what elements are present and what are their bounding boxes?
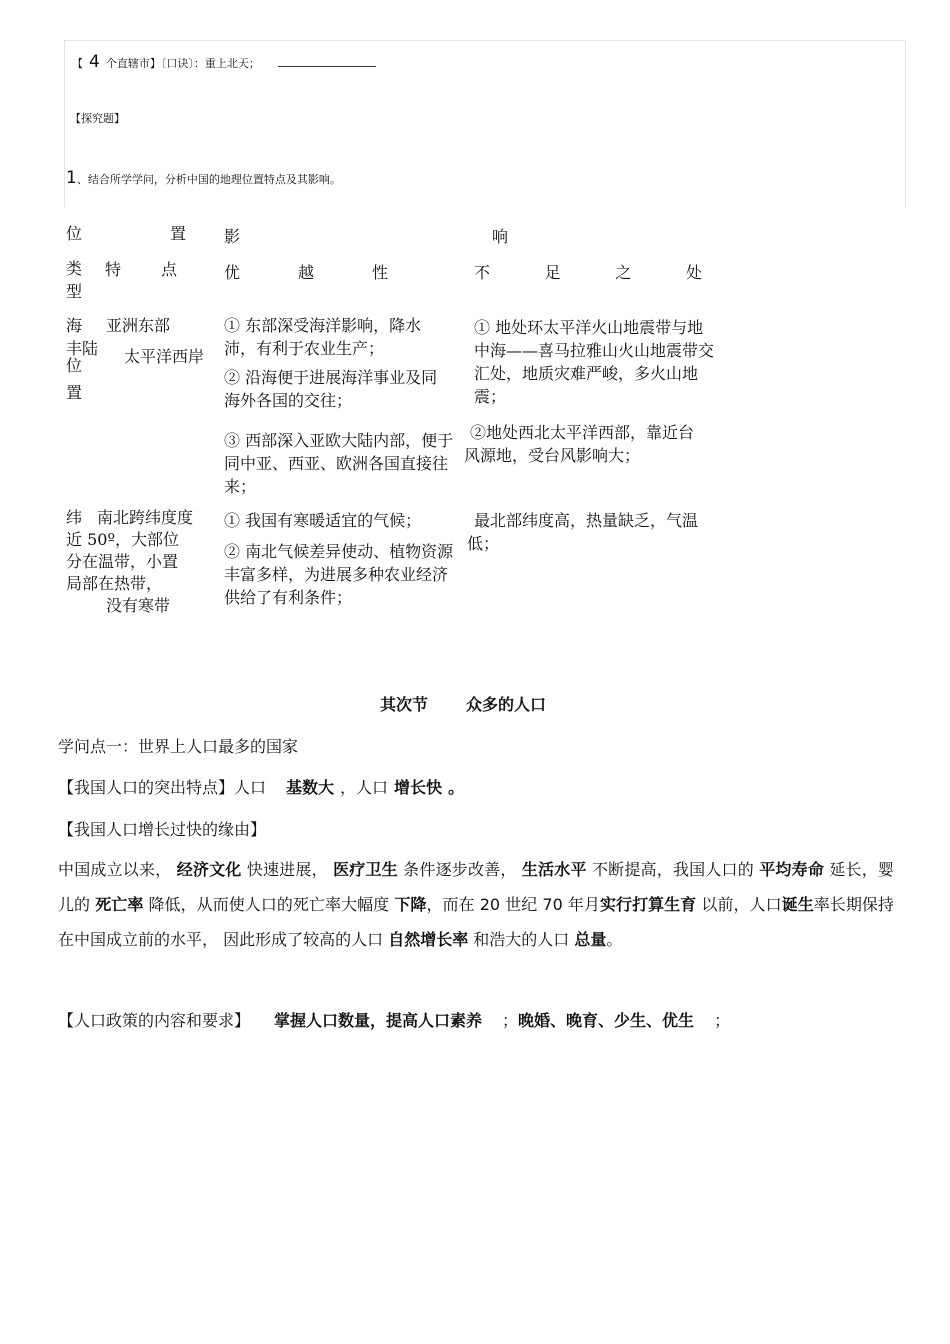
header-advantage: 优 越 性 [224, 263, 388, 282]
question-number: 1 [66, 168, 77, 188]
row2-line-2: 近 50º，大部位 [66, 530, 179, 549]
section-title: 其次节 众多的人口 [380, 695, 547, 714]
row2-feature-5: 没有寒带 [106, 596, 171, 615]
header-position: 位 置 [66, 224, 186, 243]
header-type: 类 型 [66, 259, 83, 301]
row2-disadvantage-1: 最北部纬度高，热量缺乏，气温低； [467, 511, 699, 553]
row1-disadvantage-2: ②地处西北太平洋西部，靠近台风源地，受台风影响大； [464, 423, 695, 465]
row1-feature-2: 太平洋西岸 [124, 347, 205, 366]
municipality-mnemonic-line [72, 52, 376, 72]
bracket-open: 【 [72, 57, 83, 70]
growth-reason-paragraph: 中国成立以来， 经济文化 快速进展， 医疗卫生 条件逐步改善， 生活水平 不断提高，我国人口的 平均寿命 延长，婴儿的 死亡率 降低，从而使人口的死亡率大幅度 下降，而在 20 世纪 70 年月实行打算生育 以前，人口诞生率长期保持在中国成立前的水平， 因此形成了较高的人口 自然增长率 和浩大的人口 总量。 [58, 860, 894, 949]
row1-advantage-1: ① 东部深受海洋影响，降水沛，有利于农业生产； [224, 316, 422, 358]
row1-disadvantage-1: ① 地处环太平洋火山地震带与地中海——喜马拉雅山火山地震带交汇处，地质灾难严峻，多火山地震； [474, 318, 715, 406]
header-feature: 特 点 [105, 260, 177, 279]
row2-type-1: 纬 [66, 508, 83, 527]
municipality-count: 4 [89, 52, 100, 72]
row2-feature-1: 南北跨纬度度 [97, 508, 194, 527]
explore-label: 【探究题】 [70, 112, 125, 125]
mnemonic-text: 个直辖市】〔口诀〕：重上北天； [105, 57, 260, 70]
growth-reason-label: 【我国人口增长过快的缘由】 [58, 820, 267, 839]
row1-feature-1: 亚洲东部 [106, 316, 171, 335]
row2-line-4: 局部在热带， [66, 574, 163, 593]
row1-type: 海 丰陆 位 置 [66, 316, 99, 402]
row2-advantage-1: ① 我国有寒暖适宜的气候； [224, 511, 422, 530]
knowledge-point-1: 学问点一：世界上人口最多的国家 [58, 737, 299, 756]
row2-line-3: 分在温带，小置 [66, 552, 179, 571]
population-feature: 【我国人口的突出特点】人口 基数大 ，人口 增长快 。 [58, 778, 465, 797]
answer-blank[interactable] [278, 58, 376, 67]
header-disadvantage: 不 足 之 处 [474, 263, 702, 282]
header-impact: 影 响 [224, 227, 508, 246]
population-policy: 【人口政策的内容和要求】 掌握人口数量，提高人口素养 ；晚婚、晚育、少生、优生 ； [58, 1011, 731, 1030]
row2-advantage-2: ② 南北气候差异使动、植物资源丰富多样，为进展多种农业经济供给了有利条件； [224, 542, 454, 607]
question-1 [66, 168, 341, 188]
row1-advantage-3: ③ 西部深入亚欧大陆内部，便于同中亚、西亚、欧洲各国直接往来； [224, 431, 454, 496]
question-text: 、结合所学学问，分析中国的地理位置特点及其影响。 [76, 173, 341, 186]
row1-advantage-2: ② 沿海便于进展海洋事业及同海外各国的交往； [224, 368, 438, 410]
